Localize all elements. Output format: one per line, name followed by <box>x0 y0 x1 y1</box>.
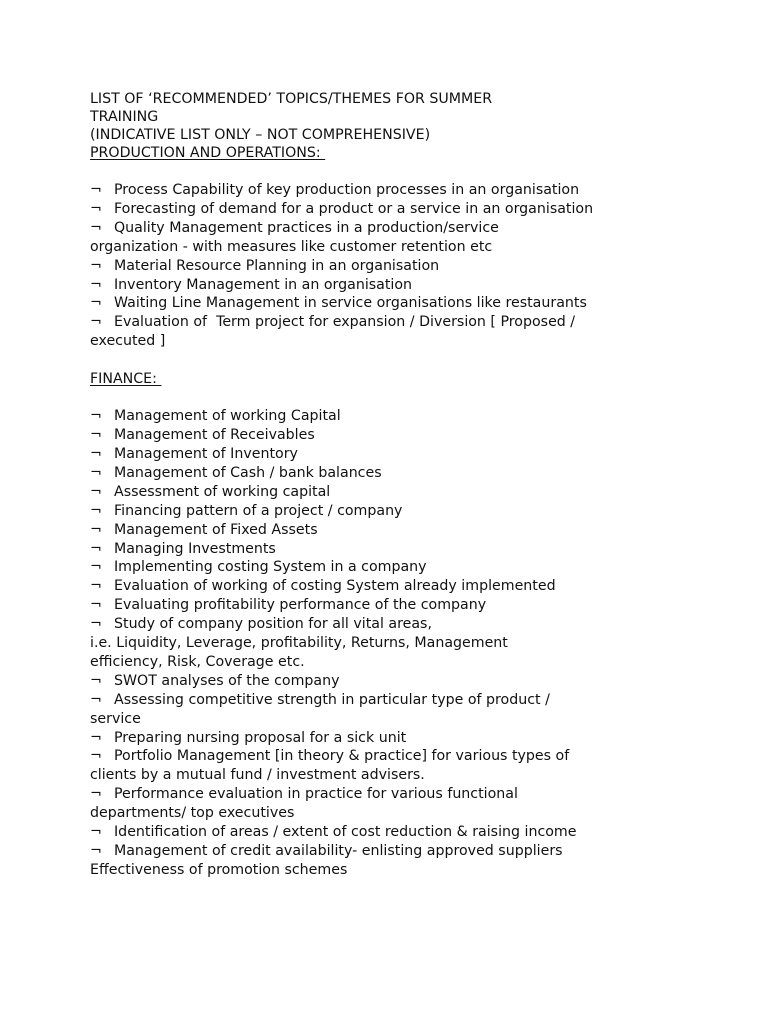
list-item <box>90 540 650 559</box>
list-item <box>90 842 650 880</box>
spacer <box>90 351 650 370</box>
document-title-line-2: TRAINING <box>90 109 159 125</box>
list-item-text: Management of Receivables <box>114 427 315 444</box>
list-item <box>90 313 650 351</box>
list-item-text: Study of company position for all vital areas, i.e. Liquidity, Leverage, profitability, Returns, Management efficiency, Risk, Coverage etc. <box>90 616 508 670</box>
list-item-text: Evaluation of working of costing System already implemented <box>114 578 556 595</box>
list-item <box>90 747 650 785</box>
list-item-text: Quality Management practices in a production/service organization - with measures like customer retention etc <box>90 219 499 255</box>
bullet-icon: ¬ <box>90 445 102 462</box>
list-item-text: Assessment of working capital <box>114 483 331 500</box>
bullet-icon: ¬ <box>90 483 102 500</box>
bullet-icon: ¬ <box>90 219 102 236</box>
list-item-text: Inventory Management in an organisation <box>114 276 413 293</box>
list-item-text: SWOT analyses of the company <box>114 672 340 689</box>
list-item-text: Management of working Capital <box>114 408 341 425</box>
list-item <box>90 426 650 445</box>
list-item-text: Waiting Line Management in service organisations like restaurants <box>114 295 587 312</box>
list-item-text: Management of Cash / bank balances <box>114 464 382 481</box>
bullet-icon: ¬ <box>90 559 102 576</box>
list-item-text: Management of Fixed Assets <box>114 521 318 538</box>
list-item <box>90 200 650 219</box>
bullet-icon: ¬ <box>90 672 102 689</box>
list-item-text: Assessing competitive strength in particular type of product / service <box>90 691 550 727</box>
list-item <box>90 521 650 540</box>
bullet-icon: ¬ <box>90 408 102 425</box>
list-item-text: Preparing nursing proposal for a sick unit <box>114 729 407 746</box>
list-item <box>90 785 650 823</box>
list-item <box>90 407 650 426</box>
bullet-icon: ¬ <box>90 729 102 746</box>
bullet-icon: ¬ <box>90 843 102 859</box>
list-item <box>90 729 650 748</box>
finance-topic-list <box>90 407 650 880</box>
list-item <box>90 257 650 276</box>
bullet-icon: ¬ <box>90 786 102 803</box>
bullet-icon: ¬ <box>90 521 102 538</box>
list-item-text: Managing Investments <box>114 540 276 557</box>
list-item-text: Forecasting of demand for a product or a service in an organisation <box>114 200 594 217</box>
document-title-line-1: LIST OF ‘RECOMMENDED’ TOPICS/THEMES FOR SUMMER <box>90 91 493 107</box>
list-item <box>90 596 650 615</box>
bullet-icon: ¬ <box>90 748 102 765</box>
list-item <box>90 464 650 483</box>
list-item <box>90 502 650 521</box>
bullet-icon: ¬ <box>90 257 102 274</box>
list-item <box>90 445 650 464</box>
list-item <box>90 294 650 313</box>
bullet-icon: ¬ <box>90 616 102 633</box>
list-item-text: Material Resource Planning in an organisation <box>114 257 440 274</box>
list-item <box>90 219 650 257</box>
document-subtitle: (INDICATIVE LIST ONLY – NOT COMPREHENSIVE) <box>90 127 431 143</box>
section-heading-production: PRODUCTION AND OPERATIONS: <box>90 145 326 161</box>
list-item-text: Identification of areas / extent of cost reduction & raising income <box>114 824 577 841</box>
bullet-icon: ¬ <box>90 427 102 444</box>
list-item <box>90 823 650 842</box>
list-item-text: Management of Inventory <box>114 445 298 462</box>
list-item <box>90 276 650 295</box>
list-item <box>90 577 650 596</box>
bullet-icon: ¬ <box>90 200 102 217</box>
list-item <box>90 672 650 691</box>
bullet-icon: ¬ <box>90 597 102 614</box>
bullet-icon: ¬ <box>90 824 102 841</box>
bullet-icon: ¬ <box>90 314 102 331</box>
spacer <box>90 388 650 407</box>
list-item-text: Performance evaluation in practice for various functional departments/ top executives <box>90 786 518 822</box>
bullet-icon: ¬ <box>90 502 102 519</box>
list-item <box>90 615 650 672</box>
list-item-text: Evaluating profitability performance of the company <box>114 597 487 614</box>
list-item <box>90 558 650 577</box>
section-heading-finance: FINANCE: <box>90 371 162 388</box>
list-item <box>90 483 650 502</box>
list-item-text: Management of credit availability- enlisting approved suppliers Effectiveness of promotion schemes <box>90 843 563 878</box>
spacer <box>90 162 650 181</box>
list-item <box>90 691 650 729</box>
bullet-icon: ¬ <box>90 295 102 312</box>
list-item-text: Evaluation of Term project for expansion / Diversion [ Proposed / executed ] <box>90 314 576 350</box>
list-item-text: Implementing costing System in a company <box>114 559 427 576</box>
bullet-icon: ¬ <box>90 691 102 708</box>
list-item <box>90 181 650 200</box>
list-item-text: Process Capability of key production processes in an organisation <box>114 182 580 198</box>
bullet-icon: ¬ <box>90 464 102 481</box>
bullet-icon: ¬ <box>90 578 102 595</box>
list-item-text: Portfolio Management [in theory & practice] for various types of clients by a mutual fund / investment advisers. <box>90 748 570 784</box>
bullet-icon: ¬ <box>90 540 102 557</box>
document-page <box>90 90 650 880</box>
bullet-icon: ¬ <box>90 182 102 198</box>
bullet-icon: ¬ <box>90 276 102 293</box>
list-item-text: Financing pattern of a project / company <box>114 502 403 519</box>
production-topic-list <box>90 181 650 351</box>
